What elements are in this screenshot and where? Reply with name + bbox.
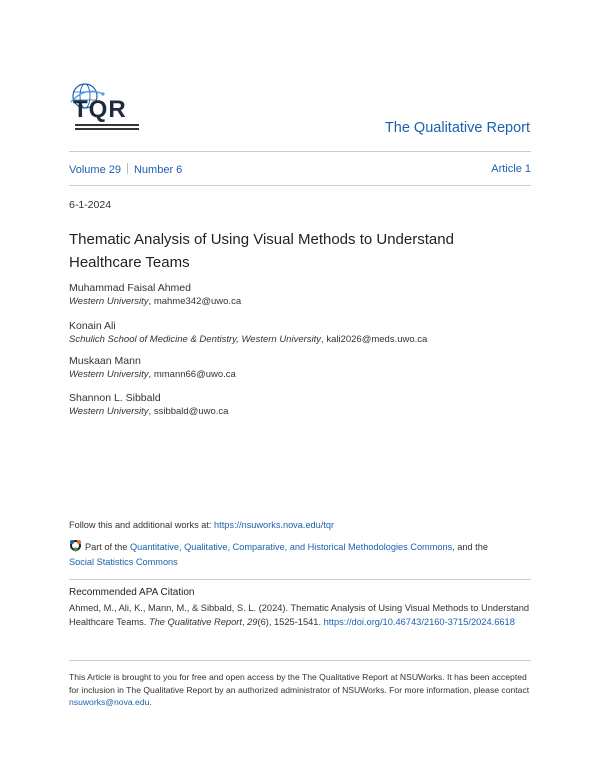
author-email: kali2026@meds.uwo.ca xyxy=(326,334,428,345)
access-notice xyxy=(69,671,531,709)
volume-separator xyxy=(127,163,128,174)
article-title: Thematic Analysis of Using Visual Methods to Understand Healthcare Teams xyxy=(69,231,454,271)
tqr-logo xyxy=(69,82,141,134)
affiliation-comma: , xyxy=(321,334,327,345)
follow-text: Follow this and additional works at: xyxy=(69,520,215,530)
number-link[interactable]: Number 6 xyxy=(133,164,183,176)
author-block xyxy=(69,320,531,346)
part-of-line xyxy=(69,539,531,570)
author-affiliation: Schulich School of Medicine & Dentistry, Western University xyxy=(69,334,322,345)
methodologies-commons-link[interactable]: Quantitative, Qualitative, Comparative, and Historical Methodologies Commons xyxy=(129,542,453,552)
citation-journal: The Qualitative Report xyxy=(148,617,242,627)
repository-link[interactable]: https://nsuworks.nova.edu/tqr xyxy=(214,520,335,530)
doi-link[interactable]: https://doi.org/10.46743/2160-3715/2024.6618 xyxy=(323,617,515,627)
author-block xyxy=(69,282,531,308)
logo-fine-print-2 xyxy=(75,128,139,130)
author-email: ssibbald@uwo.ca xyxy=(153,406,229,417)
author-affiliation: Western University xyxy=(69,369,149,380)
part-of-prefix: Part of the xyxy=(85,542,130,552)
network-icon xyxy=(69,539,82,552)
author-name: Shannon L. Sibbald xyxy=(69,392,161,404)
affiliation-comma: , xyxy=(148,369,154,380)
author-affiliation: Western University xyxy=(69,406,149,417)
affiliation-comma: , xyxy=(148,406,154,417)
affiliation-comma: , xyxy=(148,296,154,307)
author-block xyxy=(69,392,531,418)
article-link[interactable]: Article 1 xyxy=(491,163,531,175)
author-email: mahme342@uwo.ca xyxy=(153,296,242,307)
issue-navigation xyxy=(69,163,531,176)
author-name: Muskaan Mann xyxy=(69,355,141,367)
notice-text: This Article is brought to you for free and open access by the The Qualitative Report at NSUWorks. It has been accepted for inclusion in The Qualitative Report by an authorized administrator of NSUWorks. For more information, please contact xyxy=(69,672,530,695)
citation-sep: , xyxy=(241,617,248,627)
author-block xyxy=(69,355,531,381)
part-of-middle: , and the xyxy=(452,542,488,552)
logo-fine-print xyxy=(75,124,139,126)
citation-body: Ahmed, M., Ali, K., Mann, M., & Sibbald, S. L. (2024). Thematic Analysis of Using Visual Methods to Understand Healthcare Teams. xyxy=(69,603,530,627)
citation-heading: Recommended APA Citation xyxy=(69,587,195,598)
social-statistics-commons-link[interactable]: Social Statistics Commons xyxy=(69,557,178,567)
divider-top xyxy=(69,151,531,152)
author-name: Muhammad Faisal Ahmed xyxy=(69,282,191,294)
contact-email-link[interactable]: nsuworks@nova.edu xyxy=(69,697,150,707)
citation-volume: 29 xyxy=(247,617,258,627)
divider-notice xyxy=(69,660,531,661)
logo-wordmark: TQR xyxy=(73,96,127,123)
divider-issue xyxy=(69,185,531,186)
author-name: Konain Ali xyxy=(69,320,116,332)
journal-name-link[interactable]: The Qualitative Report xyxy=(384,120,530,136)
divider-citation xyxy=(69,579,531,580)
citation-text xyxy=(69,601,531,629)
publication-date: 6-1-2024 xyxy=(69,199,112,211)
citation-pages: (6), 1525-1541. xyxy=(257,617,324,627)
volume-link[interactable]: Volume 29 xyxy=(69,164,121,176)
notice-end: . xyxy=(149,697,152,707)
author-affiliation: Western University xyxy=(69,296,149,307)
author-email: mmann66@uwo.ca xyxy=(153,369,236,380)
follow-line xyxy=(69,518,531,533)
